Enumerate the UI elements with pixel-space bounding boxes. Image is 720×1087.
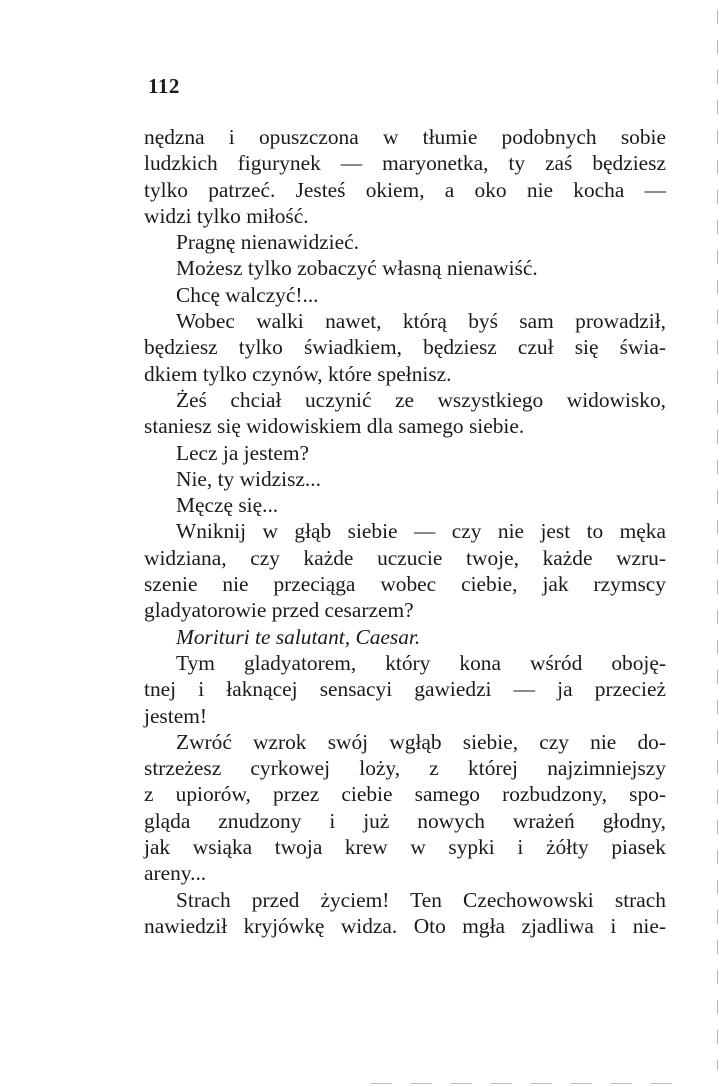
text-line: tnej i łaknącej sensacyi gawiedzi — ja przecież	[144, 677, 666, 702]
page-number: 112	[148, 74, 180, 98]
text-line: Możesz tylko zobaczyć własną nienawiść.	[176, 256, 538, 281]
scan-bottom-edge	[370, 1083, 690, 1084]
text-line: Strach przed życiem! Ten Czechowowski strach	[176, 887, 666, 912]
text-line: Pragnę nienawidzieć.	[176, 230, 359, 255]
text-line: areny...	[144, 861, 207, 886]
scan-gutter-line	[717, 10, 718, 1070]
text-line: szenie nie przeciąga wobec ciebie, jak rzymscy	[144, 572, 666, 597]
text-line: gląda znudzony i już nowych wrażeń głodny,	[144, 808, 666, 833]
text-line: nędzna i opuszczona w tłumie podobnych sobie	[144, 125, 666, 149]
text-line: Wobec walki nawet, którą byś sam prowadził,	[176, 309, 666, 334]
text-line: strzeżesz cyrkowej loży, z której najzimniejszy	[144, 756, 666, 781]
text-line: tylko patrzeć. Jesteś okiem, a oko nie kocha —	[144, 177, 666, 202]
text-line: Żeś chciał uczynić ze wszystkiego widowisko,	[176, 387, 666, 412]
text-line: będziesz tylko świadkiem, będziesz czuł się świa-	[144, 335, 666, 360]
text-line: ludzkich figurynek — maryonetka, ty zaś będziesz	[144, 151, 666, 176]
text-line: Tym gladyatorem, który kona wśród oboję-	[176, 650, 666, 675]
text-line: Zwróć wzrok swój wgłąb siebie, czy nie do-	[176, 729, 666, 754]
text-line: dkiem tylko czynów, które spełnisz.	[144, 361, 452, 386]
text-line: staniesz się widowiskiem dla samego siebie.	[144, 414, 525, 439]
text-line: Lecz ja jestem?	[176, 440, 310, 465]
text-line: Nie, ty widzisz...	[176, 466, 321, 491]
text-line: jak wsiąka twoja krew w sypki i żółty piasek	[144, 835, 666, 860]
text-line: widziana, czy każde uczucie twoje, każde wzru-	[144, 545, 666, 570]
text-line: nawiedził kryjówkę widza. Oto mgła zjadliwa i nie-	[144, 913, 666, 938]
text-line: Chcę walczyć!...	[176, 282, 319, 307]
text-line: z upiorów, przez ciebie samego rozbudzony, spo-	[144, 782, 666, 807]
text-line: gladyatorowie przed cesarzem?	[144, 598, 414, 623]
text-line: widzi tylko miłość.	[144, 203, 309, 228]
text-line: Wniknij w głąb siebie — czy nie jest to męka	[176, 519, 666, 544]
text-line: jestem!	[144, 703, 207, 728]
body-text	[144, 124, 666, 939]
text-line: Męczę się...	[176, 493, 279, 518]
text-line-italic: Morituri te salutant, Caesar.	[176, 624, 421, 649]
